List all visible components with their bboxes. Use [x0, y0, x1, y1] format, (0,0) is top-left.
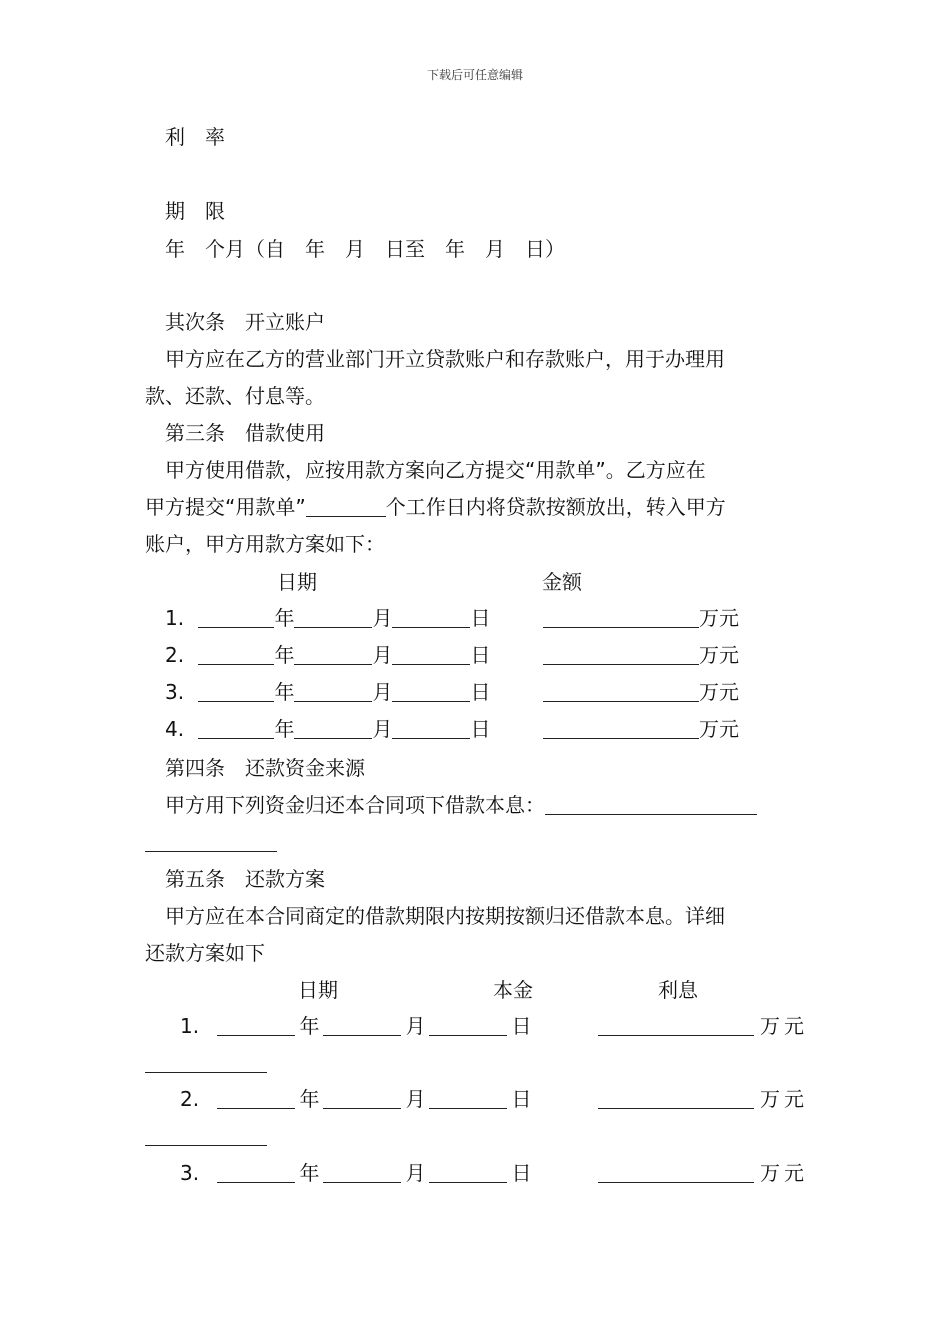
use-row-amount	[543, 642, 739, 668]
row-number: 4.	[165, 717, 185, 741]
article-3-text-2a: 甲方提交“用款单”	[145, 495, 306, 519]
repay-row	[180, 1013, 535, 1039]
month-blank[interactable]	[294, 720, 372, 739]
year-blank[interactable]	[217, 1164, 295, 1183]
principal-blank[interactable]	[598, 1164, 754, 1183]
month-label: 月	[405, 1014, 426, 1038]
term-label: 期 限	[165, 199, 225, 223]
row-number: 3.	[180, 1161, 200, 1185]
year-blank[interactable]	[198, 646, 274, 665]
repay-row-amount	[598, 1086, 808, 1112]
article-2-text-1: 甲方应在乙方的营业部门开立贷款账户和存款账户，用于办理用	[165, 347, 725, 371]
day-blank[interactable]	[429, 1017, 507, 1036]
unit-label: 万元	[760, 1087, 808, 1111]
month-blank[interactable]	[323, 1017, 401, 1036]
unit-label: 万元	[699, 606, 739, 630]
day-label: 日	[511, 1014, 532, 1038]
amount-blank[interactable]	[543, 683, 699, 702]
fund-source-blank[interactable]	[545, 796, 757, 815]
month-blank[interactable]	[323, 1090, 401, 1109]
unit-label: 万元	[699, 643, 739, 667]
page-header: 下载后可任意编辑	[426, 68, 523, 82]
month-blank[interactable]	[323, 1164, 401, 1183]
month-label: 月	[372, 680, 393, 704]
amount-blank[interactable]	[543, 646, 699, 665]
article-4-text	[165, 792, 757, 818]
day-blank[interactable]	[429, 1164, 507, 1183]
use-row	[165, 716, 490, 742]
article-5-text-2: 还款方案如下	[145, 941, 265, 965]
row-number: 2.	[180, 1087, 200, 1111]
fund-source-blank-line-2	[145, 829, 277, 855]
day-label: 日	[511, 1087, 532, 1111]
article-4-title: 第四条 还款资金来源	[165, 756, 365, 780]
article-4-text-label: 甲方用下列资金归还本合同项下借款本息：	[165, 793, 545, 817]
article-5-text-1: 甲方应在本合同商定的借款期限内按期按额归还借款本息。详细	[165, 904, 725, 928]
article-2-text-2: 款、还款、付息等。	[145, 384, 325, 408]
interest-line	[145, 1050, 267, 1076]
interest-line	[145, 1123, 267, 1149]
rate-label: 利 率	[165, 125, 225, 149]
use-row-amount	[543, 605, 739, 631]
day-label: 日	[511, 1161, 532, 1185]
year-label: 年	[274, 643, 295, 667]
fund-source-blank-2[interactable]	[145, 833, 277, 852]
year-blank[interactable]	[198, 720, 274, 739]
day-label: 日	[470, 717, 491, 741]
interest-blank[interactable]	[145, 1054, 267, 1073]
term-line: 年 个月（自 年 月 日至 年 月 日）	[165, 237, 565, 261]
article-3-text-3: 账户，甲方用款方案如下：	[145, 532, 385, 556]
day-blank[interactable]	[429, 1090, 507, 1109]
row-number: 1.	[165, 606, 185, 630]
article-3-text-1: 甲方使用借款，应按用款方案向乙方提交“用款单”。乙方应在	[165, 458, 706, 482]
year-label: 年	[274, 680, 295, 704]
year-blank[interactable]	[198, 609, 274, 628]
month-label: 月	[405, 1161, 426, 1185]
unit-label: 万元	[699, 717, 739, 741]
use-row	[165, 605, 490, 631]
row-number: 2.	[165, 643, 185, 667]
day-blank[interactable]	[392, 646, 470, 665]
month-label: 月	[372, 606, 393, 630]
year-blank[interactable]	[217, 1090, 295, 1109]
amount-blank[interactable]	[543, 720, 699, 739]
unit-label: 万元	[699, 680, 739, 704]
year-label: 年	[299, 1014, 320, 1038]
month-blank[interactable]	[294, 646, 372, 665]
year-blank[interactable]	[217, 1017, 295, 1036]
repay-col-date: 日期	[298, 978, 338, 1002]
repay-row	[180, 1086, 535, 1112]
month-blank[interactable]	[294, 683, 372, 702]
article-3-text-2b: 个工作日内将贷款按额放出，转入甲方	[385, 495, 726, 519]
year-blank[interactable]	[198, 683, 274, 702]
principal-blank[interactable]	[598, 1017, 754, 1036]
repay-row	[180, 1160, 535, 1186]
row-number: 3.	[165, 680, 185, 704]
use-row	[165, 642, 490, 668]
year-label: 年	[299, 1087, 320, 1111]
use-row	[165, 679, 490, 705]
principal-blank[interactable]	[598, 1090, 754, 1109]
unit-label: 万元	[760, 1014, 808, 1038]
article-5-title: 第五条 还款方案	[165, 867, 325, 891]
day-label: 日	[470, 643, 491, 667]
amount-blank[interactable]	[543, 609, 699, 628]
use-row-amount	[543, 716, 739, 742]
month-label: 月	[405, 1087, 426, 1111]
month-label: 月	[372, 643, 393, 667]
day-blank[interactable]	[392, 609, 470, 628]
row-number: 1.	[180, 1014, 200, 1038]
day-blank[interactable]	[392, 683, 470, 702]
day-label: 日	[470, 606, 491, 630]
unit-label: 万元	[760, 1161, 808, 1185]
year-label: 年	[274, 606, 295, 630]
repay-row-amount	[598, 1160, 808, 1186]
repay-col-interest: 利息	[658, 978, 698, 1002]
repay-col-principal: 本金	[493, 978, 533, 1002]
workdays-blank[interactable]	[306, 498, 386, 517]
article-3-title: 第三条 借款使用	[165, 421, 325, 445]
day-blank[interactable]	[392, 720, 470, 739]
article-2-title: 其次条 开立账户	[165, 310, 325, 334]
month-blank[interactable]	[294, 609, 372, 628]
year-label: 年	[274, 717, 295, 741]
month-label: 月	[372, 717, 393, 741]
year-label: 年	[299, 1161, 320, 1185]
interest-blank[interactable]	[145, 1127, 267, 1146]
use-row-amount	[543, 679, 739, 705]
repay-row-amount	[598, 1013, 808, 1039]
day-label: 日	[470, 680, 491, 704]
use-col-date: 日期	[277, 570, 317, 594]
article-3-text-2	[145, 494, 726, 520]
use-col-amount: 金额	[542, 570, 582, 594]
